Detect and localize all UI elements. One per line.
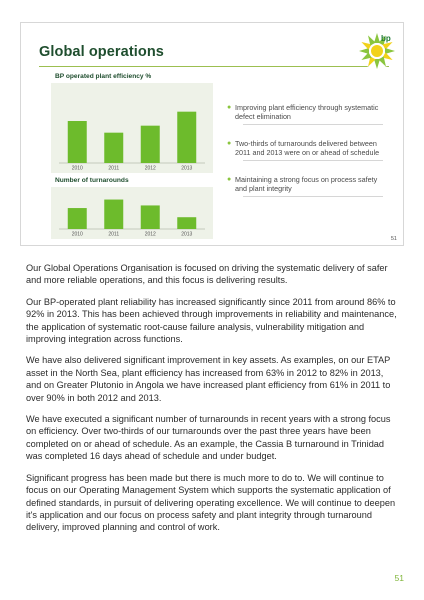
chart-bar-2011 bbox=[104, 200, 123, 229]
chart-tick-label: 2011 bbox=[108, 165, 120, 172]
slide-bullet bbox=[227, 175, 387, 197]
chart-tick-label: 2012 bbox=[144, 231, 156, 238]
body-paragraph: Significant progress has been made but there is much more to do to. We will continue to focus on our Operating Management System which supports the systematic application of defined standards, in pursuit of delivering operating excellence. We will continue to deepen it's application and our focus on process safety and plant integrity through turnaround delivery, improved planning and control of work. bbox=[26, 472, 396, 533]
presentation-slide bbox=[20, 22, 404, 246]
chart-tick-label: 2011 bbox=[108, 231, 120, 238]
bullet-text: Maintaining a strong focus on process safety and plant integrity bbox=[235, 175, 378, 193]
efficiency-bar-chart bbox=[51, 83, 213, 173]
slide-bullet bbox=[227, 139, 387, 161]
slide-bullet-list bbox=[227, 103, 387, 211]
chart-tick-label: 2013 bbox=[181, 165, 193, 172]
bp-helios-logo-graphic bbox=[357, 31, 397, 71]
bullet-text: Two-thirds of turnarounds delivered between 2011 and 2013 were on or ahead of schedule bbox=[235, 139, 380, 157]
bullet-divider bbox=[243, 160, 383, 161]
chart-tick-label: 2013 bbox=[181, 231, 193, 238]
body-text bbox=[26, 262, 398, 543]
body-paragraph: We have also delivered significant improvement in key assets. As examples, on our ETAP asset in the North Sea, plant efficiency has increased from 63% in 2012 to 82% in 2013, and on Greater Plutonio in Angola we have increased plant efficiency from 61% in 2011 to over 90% in both 2012 and 2013. bbox=[26, 355, 391, 403]
slide-title: Global operations bbox=[39, 44, 164, 60]
chart-tick-label: 2010 bbox=[71, 165, 83, 172]
chart-tick-label: 2012 bbox=[144, 165, 156, 172]
bullet-divider bbox=[243, 124, 383, 125]
chart-2-title: Number of turnarounds bbox=[55, 177, 129, 184]
chart-bar-2012 bbox=[141, 126, 160, 163]
chart-bar-2011 bbox=[104, 133, 123, 163]
body-paragraph: Our BP-operated plant reliability has increased significantly since 2011 from around 86% to 92% in 2013. This has been achieved through improvements in reliability and maintenance, the application of systematic root-cause failure analysis, vulnerability mitigation and improving integration across functions. bbox=[26, 296, 397, 345]
page-number: 51 bbox=[394, 573, 404, 583]
bullet-icon: ● bbox=[227, 104, 232, 111]
bullet-text: Improving plant efficiency through systematic defect elimination bbox=[235, 103, 379, 121]
chart-1-title: BP operated plant efficiency % bbox=[55, 73, 152, 80]
chart-bar-2012 bbox=[141, 205, 160, 229]
bullet-icon: ● bbox=[227, 140, 232, 147]
slide-number: 51 bbox=[390, 236, 397, 242]
title-divider bbox=[39, 66, 389, 67]
body-paragraph: We have executed a significant number of turnarounds in recent years with a strong focus on efficiency. Over two-thirds of our turnarounds over the past three years have been completed on or ahead of schedule. As an example, the Cassia B turnaround in Trinidad was completed 16 days ahead of schedule and under budget. bbox=[26, 414, 391, 462]
chart-tick-label: 2010 bbox=[71, 231, 83, 238]
body-paragraph: Our Global Operations Organisation is focused on driving the systematic delivery of safer and more reliable operations, and this focus is delivering results. bbox=[26, 263, 388, 286]
chart-1-panel bbox=[51, 83, 213, 173]
chart-bar-2013 bbox=[177, 112, 196, 163]
bp-logo bbox=[357, 31, 397, 71]
chart-bar-2010 bbox=[68, 121, 87, 163]
chart-bar-2010 bbox=[68, 208, 87, 229]
bullet-divider bbox=[243, 196, 383, 197]
chart-2-panel bbox=[51, 187, 213, 239]
svg-text:bp: bp bbox=[381, 34, 391, 43]
bullet-icon: ● bbox=[227, 176, 232, 183]
chart-bar-2013 bbox=[177, 217, 196, 229]
slide-bullet bbox=[227, 103, 387, 125]
turnarounds-bar-chart bbox=[51, 187, 213, 239]
